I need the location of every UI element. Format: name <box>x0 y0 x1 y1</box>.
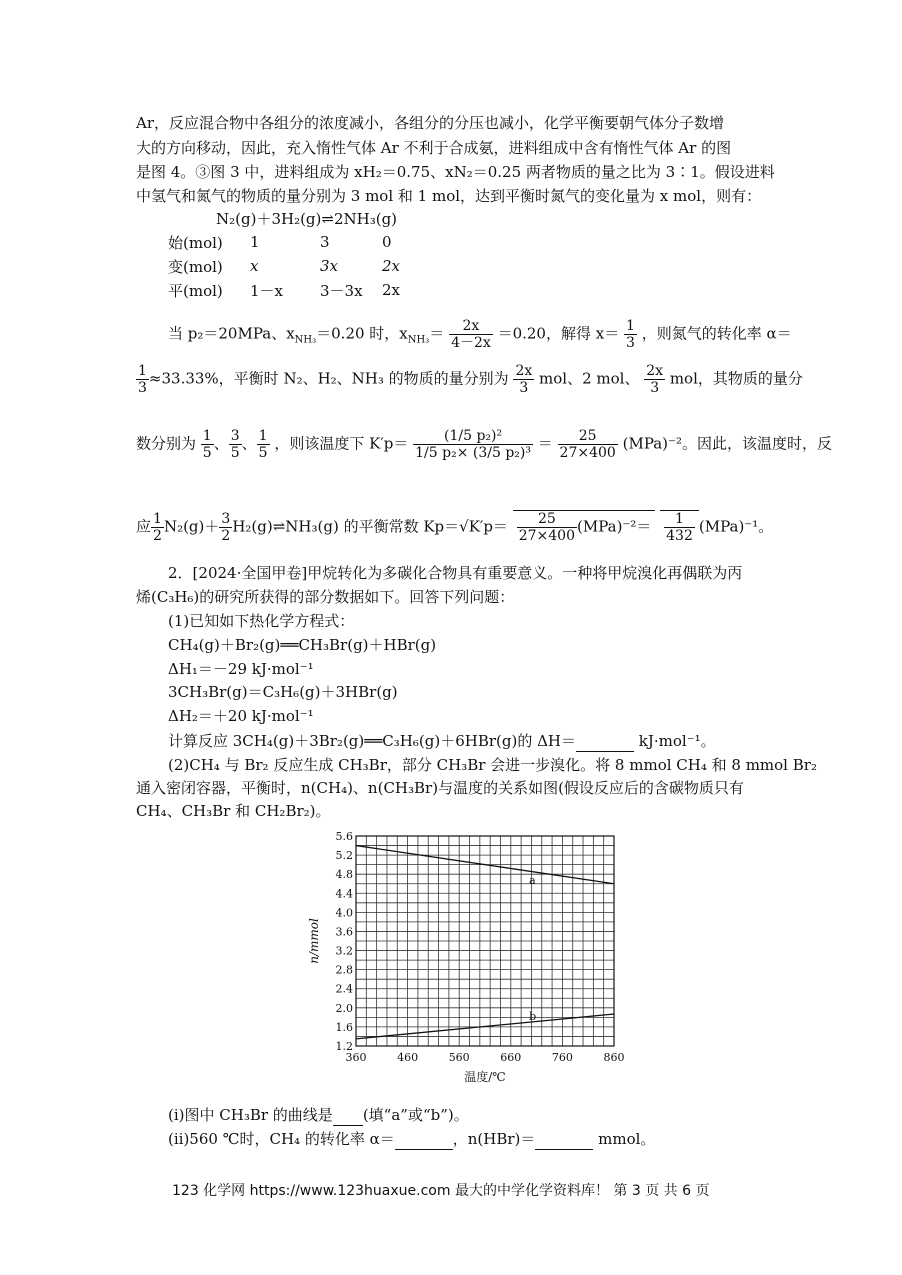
cell: 3 <box>320 233 330 251</box>
answer-blank[interactable] <box>576 731 634 752</box>
y-tick-label: 5.6 <box>335 830 353 843</box>
q2-line3: (1)已知如下热化学方程式： <box>168 612 355 630</box>
answer-blank[interactable] <box>333 1105 363 1126</box>
x-axis-label: 温度/℃ <box>464 1070 506 1084</box>
fraction: $\frac{1}{2}$ <box>153 511 162 544</box>
fraction: $\frac{1}{3}$ <box>625 318 635 351</box>
y-tick-label: 3.6 <box>335 925 353 939</box>
row-label: 变(mol) <box>168 257 223 276</box>
calc-line3: 数分别为 $\frac{1}{5}$ 、 $\frac{3}{5}$ 、 $\frac{1}{5}$ ，则该温度下 K′p＝ $\frac{\text{(1/5 p₂)²}}{\text{1/5 p₂× (3/5 p₂)³}}$ ＝ $\frac{25}{27\times 400}$ (MPa)⁻²。因此，该温度时，反 <box>136 428 832 461</box>
y-tick-label: 2.4 <box>335 982 353 996</box>
y-axis-label: n/mmol <box>307 918 321 964</box>
fraction: $\frac{1}{5}$ <box>202 428 212 461</box>
series-label-b: b <box>529 1009 537 1023</box>
y-tick-label: 2.0 <box>335 1001 353 1015</box>
q2-line5: ΔH₁＝－29 kJ·mol⁻¹ <box>168 660 314 678</box>
para1-line3: 是图 4。③图 3 中，进料组成为 xH₂＝0.75、xN₂＝0.25 两者物质的量之比为 3∶1。假设进料 <box>136 163 775 181</box>
y-tick-label: 2.8 <box>335 963 353 977</box>
series-label-a: a <box>529 873 536 887</box>
calc-line2: $\frac{1}{3}$ ≈33.33%，平衡时 N₂、H₂、NH₃ 的物质的量分别为 $\frac{2x}{3}$ mol、2 mol、 $\frac{2x}{3}$ mol，其物质的量分 <box>138 363 803 396</box>
question-i: (ⅰ)图中 CH₃Br 的曲线是 (填“a”或“b”)。 <box>168 1106 469 1124</box>
x-tick-label: 760 <box>551 1051 573 1064</box>
table-row <box>168 254 400 278</box>
fraction: $\frac{25}{27\times 400}$ <box>559 428 616 461</box>
y-tick-label: 1.6 <box>335 1020 353 1034</box>
q2-line4: CH₄(g)＋Br₂(g)══CH₃Br(g)＋HBr(g) <box>168 636 437 654</box>
q2-line11: CH₄、CH₃Br 和 CH₂Br₂)。 <box>136 802 331 820</box>
row-label: 平(mol) <box>168 281 223 300</box>
row-label: 始(mol) <box>168 233 223 252</box>
y-tick-label: 1.2 <box>335 1040 353 1053</box>
page-footer: 123 化学网 https://www.123huaxue.com 最大的中学化学资料库！ 第 3 页 共 6 页 <box>172 1183 710 1199</box>
cell: 2x <box>382 281 401 299</box>
y-tick-label: 4.8 <box>335 868 353 882</box>
para1-line1: Ar，反应混合物中各组分的浓度减小，各组分的分压也减小，化学平衡要朝气体分子数增 <box>136 114 725 132</box>
sqrt: $\frac{25}{27\times 400}$ (MPa)⁻²＝ <box>513 510 656 544</box>
ice-table <box>168 230 400 302</box>
q2-line6: 3CH₃Br(g)＝C₃H₆(g)＋3HBr(g) <box>168 683 398 701</box>
kp-fraction: $\frac{\text{(1/5 p₂)²}}{\text{1/5 p₂× (3/5 p₂)³}}$ <box>415 428 531 461</box>
fraction: $\frac{2x}{3}$ <box>515 363 533 396</box>
y-tick-label: 4.0 <box>335 906 353 920</box>
table-row <box>168 230 400 254</box>
cell: 0 <box>382 233 392 251</box>
fraction: $\frac{1}{5}$ <box>258 428 268 461</box>
q2-line8: 计算反应 3CH₄(g)＋3Br₂(g)══C₃H₆(g)＋6HBr(g)的 ΔH＝ kJ·mol⁻¹。 <box>168 732 716 750</box>
fraction: $\frac{3}{5}$ <box>230 428 240 461</box>
x-tick-label: 860 <box>603 1051 625 1064</box>
q2-line9: (2)CH₄ 与 Br₂ 反应生成 CH₃Br，部分 CH₃Br 会进一步溴化。将 8 mmol CH₄ 和 8 mmol Br₂ <box>168 756 817 774</box>
fraction: $\frac{3}{2}$ <box>221 511 231 544</box>
answer-blank[interactable] <box>535 1129 593 1150</box>
answer-blank[interactable] <box>395 1129 453 1150</box>
calc-line1: 当 p₂＝20MPa、$x_{NH_3}=0.20$ 时，$x_{NH_3}=$ $\frac{2x}{4-2x}$ ＝0.20，解得 x＝ $\frac{1}{3}$ ，则氮气的转化率 α＝ <box>168 318 792 351</box>
x-tick-label: 660 <box>500 1051 522 1064</box>
cell: 1 <box>250 233 260 251</box>
q2-line10: 通入密闭容器，平衡时，n(CH₄)、n(CH₃Br)与温度的关系如图(假设反应后的含碳物质只有 <box>136 779 744 797</box>
cell: 3－3x <box>320 281 363 300</box>
temperature-chart <box>307 830 636 1099</box>
para1-line2: 大的方向移动，因此，充入惰性气体 Ar 不利于合成氨，进料组成中含有惰性气体 Ar 的图 <box>136 139 732 157</box>
question-ii: (ⅱ)560 ℃时，CH₄ 的转化率 α＝ ，n(HBr)＝ mmol。 <box>168 1130 656 1148</box>
q2-line1: 2．[2024·全国甲卷]甲烷转化为多碳化合物具有重要意义。一种将甲烷溴化再偶联为丙 <box>168 564 743 582</box>
calc-line4: 应 $\frac{1}{2}$ N₂(g)＋ $\frac{3}{2}$ H₂(g)⇌NH₃(g) 的平衡常数 Kp＝√K′p＝ $\frac{25}{27\times 400}$ (MPa)⁻²＝ $\frac{1}{432}$ (MPa)⁻¹。 <box>136 511 774 544</box>
y-tick-label: 3.2 <box>335 944 353 958</box>
x-tick-label: 560 <box>448 1051 470 1064</box>
q2-line2: 烯(C₃H₆)的研究所获得的部分数据如下。回答下列问题： <box>136 588 515 606</box>
cell: x <box>250 257 259 275</box>
para1-line4: 中氢气和氮气的物质的量分别为 3 mol 和 1 mol，达到平衡时氮气的变化量为 x mol，则有： <box>136 187 762 205</box>
chart-svg <box>307 830 636 1095</box>
cell: 1－x <box>250 281 284 300</box>
fraction: $\frac{1}{3}$ <box>138 363 147 396</box>
x-tick-label: 360 <box>345 1051 367 1064</box>
q2-line7: ΔH₂＝＋20 kJ·mol⁻¹ <box>168 707 314 725</box>
fraction: $\frac{2x}{4-2x}$ <box>451 318 491 351</box>
reaction-equation: N₂(g)＋3H₂(g)⇌2NH₃(g) <box>216 210 398 228</box>
cell: 2x <box>382 257 401 275</box>
x-tick-label: 460 <box>397 1051 419 1064</box>
y-tick-label: 4.4 <box>335 887 353 901</box>
sqrt: $\frac{1}{432}$ <box>660 510 699 544</box>
y-tick-label: 5.2 <box>335 849 353 863</box>
table-row <box>168 278 400 302</box>
fraction: $\frac{2x}{3}$ <box>646 363 664 396</box>
cell: 3x <box>320 257 339 275</box>
